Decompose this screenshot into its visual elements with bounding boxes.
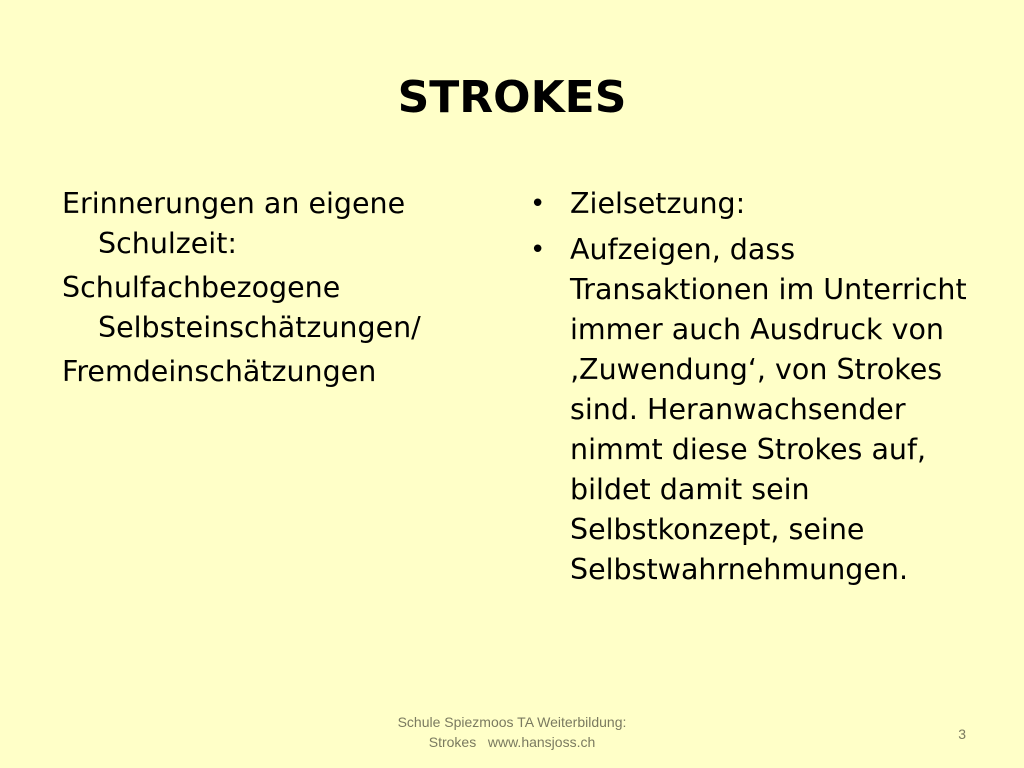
bullet-icon: • xyxy=(530,235,546,265)
bullet-icon: • xyxy=(530,189,546,219)
left-column xyxy=(62,184,492,396)
bullet-item-description xyxy=(530,230,990,590)
slide-footer xyxy=(0,712,1024,752)
left-paragraph-external-assessment: Fremdeinschätzungen xyxy=(62,355,377,388)
right-column xyxy=(530,184,990,596)
bullet-text: Zielsetzung: xyxy=(570,187,746,220)
left-paragraph-self-assessment: Schulfachbezogene Selbsteinschätzungen/ xyxy=(62,271,421,344)
left-paragraph-memories: Erinnerungen an eigene Schulzeit: xyxy=(62,187,406,260)
footer-line-2: Strokes www.hansjoss.ch xyxy=(428,734,596,750)
bullet-text: Aufzeigen, dass Transaktionen im Unterricht immer auch Ausdruck von ‚Zuwendung‘, von Strokes sind. Heranwachsender nimmt diese Strokes auf, bildet damit sein Selbstkonzept, seine Selbstwahrnehmungen. xyxy=(570,233,967,586)
bullet-item-goal xyxy=(530,184,990,224)
page-number: 3 xyxy=(958,726,966,742)
slide-title: STROKES xyxy=(397,72,627,123)
footer-line-1: Schule Spiezmoos TA Weiterbildung: xyxy=(397,714,627,730)
